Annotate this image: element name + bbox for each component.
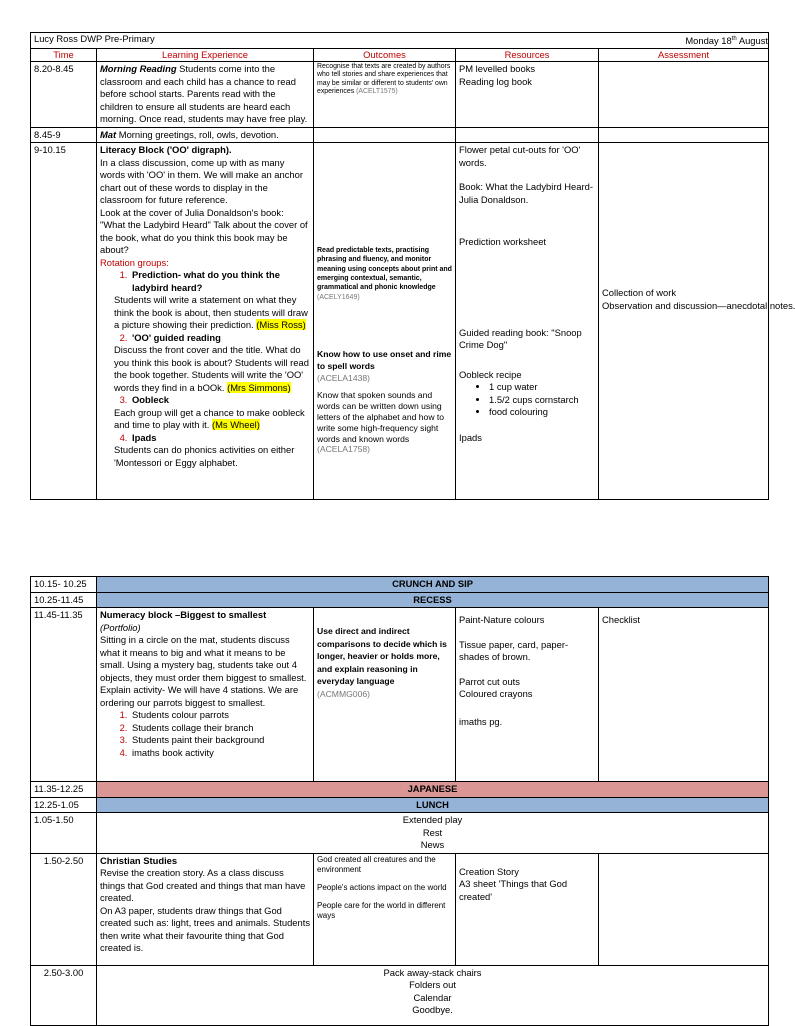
assessment-cell: Checklist — [599, 608, 769, 782]
table-row — [31, 853, 769, 965]
break-band: JAPANESE — [97, 782, 769, 798]
break-band: LUNCH — [97, 797, 769, 813]
list-item: • 1 cup water — [489, 381, 595, 394]
break-band: RECESS — [97, 592, 769, 608]
table-row — [31, 782, 769, 798]
table-row — [31, 143, 769, 500]
outcome-cell — [314, 127, 456, 143]
outcome-cell: Recognise that texts are created by authors who tell stories and share experiences that may be similar or different to students' own experiences (ACELT1575) — [314, 62, 456, 128]
teacher-highlight: (Miss Ross) — [256, 319, 306, 331]
time-cell: 1.50-2.50 — [31, 853, 97, 965]
lesson-plan-table-morning — [30, 32, 795, 500]
col-header-resources: Resources — [456, 48, 599, 62]
outcome-cell: Use direct and indirect comparisons to decide which is longer, heavier or holds more, and explain reasoning in everyday language (ACMMG006) — [314, 608, 456, 782]
table-row — [31, 813, 769, 854]
time-cell: 12.25-1.05 — [31, 797, 97, 813]
time-cell: 11.45-11.35 — [31, 608, 97, 782]
col-header-assessment: Assessment — [599, 48, 769, 62]
table-row — [31, 592, 769, 608]
teacher-highlight: (Mrs Simmons) — [227, 381, 291, 393]
learning-cell: Literacy Block ('OO' digraph). In a class discussion, come up with as many words with 'OO' in them. We will make an anchor chart out of these words to display in the classroom for future reference. Look at the cover of Julia Donaldson's book: "What the Ladybird Heard" Talk about the cover of the book, what do you think this book may be about? Rotation groups: 1. Prediction- what do you think the ladybird heard? Students will write a statement on what they think the book is about, then students will draw a picture showing their prediction. (Miss Ross) 2. 'OO' guided reading Discuss the front cover and the title. What do you think this book is about? Students will read the book together. Students will write the 'OO' words they find in a bOOk. (Mrs Simmons) 3. Oobleck Each group will get a chance to make oobleck and time to play with it. (Ms Wheel) 4. Ipads Students can do phonics activities on either 'Montessori or Eggy alphabet. — [97, 143, 314, 500]
resources-cell — [456, 127, 599, 143]
break-band: CRUNCH AND SIP — [97, 577, 769, 593]
table-row — [31, 608, 769, 782]
list-item: 1. Students colour parrots — [130, 709, 310, 722]
resources-cell: Creation Story A3 sheet 'Things that God created' — [456, 853, 599, 965]
teacher-highlight: (Ms Wheel) — [211, 419, 260, 431]
learning-cell: Christian Studies Revise the creation story. As a class discuss things that God created and things that man have created. On A3 paper, students draw things that God created such as: light, trees and animals. Students then write what their favourite thing that God created is. — [97, 853, 314, 965]
learning-cell: Mat Morning greetings, roll, owls, devotion. — [97, 127, 314, 143]
col-header-outcomes: Outcomes — [314, 48, 456, 62]
time-cell: 1.05-1.50 — [31, 813, 97, 854]
time-cell: 11.35-12.25 — [31, 782, 97, 798]
activity-cell: Extended play Rest News — [97, 813, 769, 854]
resources-cell: PM levelled books Reading log book — [456, 62, 599, 128]
time-cell: 2.50-3.00 — [31, 965, 97, 1025]
resources-cell: Paint-Nature colours Tissue paper, card, paper- shades of brown. Parrot cut outs Coloured crayons imaths pg. — [456, 608, 599, 782]
time-cell: 10.25-11.45 — [31, 592, 97, 608]
assessment-cell — [599, 853, 769, 965]
plan-header-row — [31, 33, 769, 49]
resources-cell: Flower petal cut-outs for 'OO' words. Book: What the Ladybird Heard- Julia Donaldson. Prediction worksheet Guided reading book: "Snoop Crime Dog" Oobleck recipe • 1 cup water • 1.5/2 cups cornstarch • food colouring Ipads — [456, 143, 599, 500]
learning-cell: Morning Reading Students come into the classroom and each child has a chance to read before school starts. Parents read with the children to ensure all students are heard each morning. Once read, students may have free play. — [97, 62, 314, 128]
time-cell: 8.20-8.45 — [31, 62, 97, 128]
activity-cell: Pack away-stack chairs Folders out Calendar Goodbye. — [97, 965, 769, 1025]
col-header-learning: Learning Experience — [97, 48, 314, 62]
list-item: • food colouring — [489, 406, 595, 419]
list-item: 3. Students paint their background — [130, 734, 310, 747]
teacher-name: Lucy Ross DWP Pre-Primary — [31, 33, 456, 49]
assessment-cell — [599, 62, 769, 128]
list-item: 2. Students collage their branch — [130, 722, 310, 735]
time-cell: 10.15- 10.25 — [31, 577, 97, 593]
lesson-plan-table-afternoon — [30, 576, 769, 1026]
table-row — [31, 127, 769, 143]
table-row — [31, 577, 769, 593]
rotation-groups-label: Rotation groups: — [100, 256, 169, 268]
plan-date: Monday 18th August — [456, 33, 769, 49]
time-cell: 8.45-9 — [31, 127, 97, 143]
outcome-cell: God created all creatures and the environment People's actions impact on the world People care for the world in different ways — [314, 853, 456, 965]
table-row — [31, 965, 769, 1025]
list-item: 4. imaths book activity — [130, 747, 310, 760]
column-header-row — [31, 48, 769, 62]
table-row — [31, 797, 769, 813]
time-cell: 9-10.15 — [31, 143, 97, 500]
assessment-cell: Collection of work Observation and discussion—anecdotal notes. — [599, 143, 769, 500]
learning-cell: Numeracy block –Biggest to smallest (Portfolio) Sitting in a circle on the mat, students discuss what it means to big and what it means to be small. Using a mystery bag, students take out 4 objects, they must order them biggest to smallest. Explain activity- We will have 4 stations. We are ordering our parrots biggest to smallest. 1. Students colour parrots 2. Students collage their branch 3. Students paint their background 4. imaths book activity — [97, 608, 314, 782]
col-header-time: Time — [31, 48, 97, 62]
list-item: • 1.5/2 cups cornstarch — [489, 394, 595, 407]
assessment-cell — [599, 127, 769, 143]
table-row — [31, 62, 769, 128]
outcome-cell: Read predictable texts, practising phrasing and fluency, and monitor meaning using concepts about print and emerging contextual, semantic, grammatical and phonic knowledge (ACELY1649) Know how to use onset and rime to spell words (ACELA1438) Know that spoken sounds and words can be written down using letters of the alphabet and how to write some high-frequency sight words and known words (ACELA1758) — [314, 143, 456, 500]
